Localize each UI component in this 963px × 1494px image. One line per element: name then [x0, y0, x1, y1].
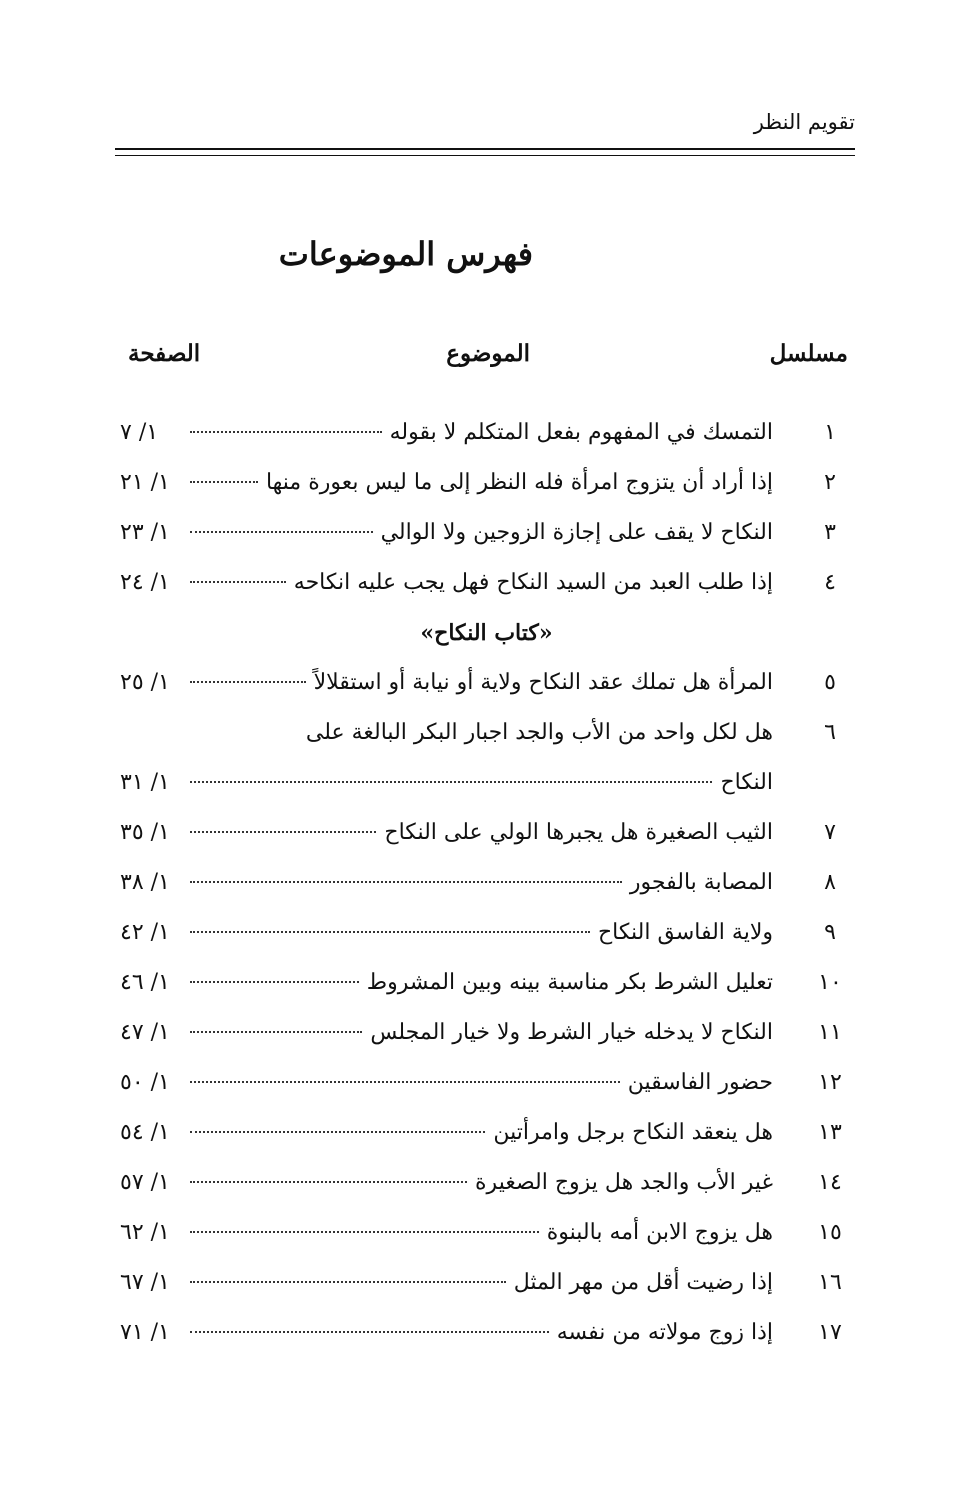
entry-page: ١/ ٦٢ [120, 1220, 170, 1245]
entry-page: ١/ ٢٣ [120, 520, 170, 545]
section-heading: «كتاب النكاح» [420, 620, 553, 646]
entry-page: ١/ ٣٥ [120, 820, 170, 845]
toc-entry [120, 1308, 845, 1358]
leader-dots [190, 581, 286, 583]
toc-entry [120, 1008, 845, 1058]
toc-entry [120, 458, 845, 508]
leader-dots [190, 931, 590, 933]
toc-entry [120, 1208, 845, 1258]
entry-number: ١٠ [818, 970, 842, 995]
entry-title: حضور الفاسقين [627, 1070, 773, 1095]
entry-number: ١١ [818, 1020, 842, 1045]
entry-title: النكاح لا يدخله خيار الشرط ولا خيار المجلس [370, 1020, 773, 1045]
entry-number: ١٥ [818, 1220, 842, 1245]
entry-number: ٤ [824, 570, 836, 595]
entry-title: المرأة هل تملك عقد النكاح ولاية أو نيابة أو استقلالاً [313, 670, 773, 695]
entry-page: ١/ ٢٥ [120, 670, 170, 695]
toc-entry-continuation [120, 758, 845, 808]
toc-entry [120, 408, 845, 458]
column-header-page: الصفحة [128, 340, 201, 367]
entry-title: التمسك في المفهوم بفعل المتكلم لا بقوله [389, 420, 773, 445]
toc-entry [120, 558, 845, 608]
toc-entry [120, 858, 845, 908]
entry-page: ١/ ٤٢ [120, 920, 170, 945]
toc-entry [120, 808, 845, 858]
entry-page: ١/ ٦٧ [120, 1270, 170, 1295]
table-of-contents [120, 408, 845, 1358]
entry-title: هل ينعقد النكاح برجل وامرأتين [493, 1120, 773, 1145]
leader-dots [190, 531, 373, 533]
toc-entry [120, 1108, 845, 1158]
leader-dots [190, 1081, 620, 1083]
leader-dots [190, 1131, 485, 1133]
entry-number: ١٦ [818, 1270, 842, 1295]
leader-dots [190, 681, 306, 683]
toc-entry [120, 1158, 845, 1208]
toc-entry [120, 658, 845, 708]
leader-dots [190, 431, 382, 433]
leader-dots [190, 1181, 467, 1183]
leader-dots [190, 1281, 506, 1283]
running-header: تقويم النظر [753, 110, 855, 134]
leader-dots [190, 1331, 549, 1333]
column-header-serial: مسلسل [769, 340, 848, 367]
entry-title: إذا رضيت أقل من مهر المثل [513, 1270, 773, 1295]
toc-entry [120, 958, 845, 1008]
entry-number: ٢ [824, 470, 836, 495]
entry-page: ١/ ٧ [120, 420, 159, 445]
leader-dots [190, 1031, 362, 1033]
entry-number: ١٣ [818, 1120, 842, 1145]
page-title: فهرس الموضوعات [278, 235, 533, 273]
entry-page: ١/ ٣٨ [120, 870, 170, 895]
entry-number: ٩ [824, 920, 836, 945]
entry-number: ٨ [824, 870, 836, 895]
entry-title: المصابة بالفجور [629, 870, 773, 895]
entry-number: ٥ [824, 670, 836, 695]
entry-title: هل يزوج الابن أمه بالبنوة [546, 1220, 773, 1245]
entry-number: ١٤ [818, 1170, 842, 1195]
entry-title: هل لكل واحد من الأب والجد اجبار البكر البالغة على [305, 720, 773, 745]
entry-title: إذا أراد أن يتزوج امرأة فله النظر إلى ما ليس بعورة منها [265, 470, 773, 495]
entry-title: إذا طلب العبد من السيد النكاح فهل يجب عليه انكاحه [293, 570, 773, 595]
entry-page: ١/ ٤٧ [120, 1020, 170, 1045]
entry-title: إذا زوج مولاته من نفسه [556, 1320, 773, 1345]
leader-dots [190, 981, 359, 983]
entry-page: ١/ ٧١ [120, 1320, 170, 1345]
toc-entry [120, 508, 845, 558]
entry-number: ١٧ [818, 1320, 842, 1345]
entry-number: ١ [824, 420, 836, 445]
toc-entry [120, 1058, 845, 1108]
entry-page: ١/ ٥٧ [120, 1170, 170, 1195]
leader-dots [190, 1231, 539, 1233]
entry-page: ١/ ٤٦ [120, 970, 170, 995]
leader-dots [190, 881, 622, 883]
entry-title: النكاح لا يقف على إجازة الزوجين ولا الوالي [380, 520, 773, 545]
entry-page: ١/ ٢١ [120, 470, 170, 495]
entry-title-continuation: النكاح [720, 770, 773, 795]
header-rule-thick [115, 148, 855, 150]
entry-page: ١/ ٥٤ [120, 1120, 170, 1145]
section-heading-row [120, 608, 845, 658]
toc-entry [120, 708, 845, 758]
column-header-topic: الموضوع [446, 340, 530, 367]
entry-number: ١٢ [818, 1070, 842, 1095]
leader-dots [190, 481, 258, 483]
toc-entry [120, 1258, 845, 1308]
entry-title: الثيب الصغيرة هل يجبرها الولي على النكاح [384, 820, 773, 845]
leader-dots [190, 831, 376, 833]
entry-title: ولاية الفاسق النكاح [597, 920, 773, 945]
entry-title: تعليل الشرط بكر مناسبة بينه وبين المشروط [366, 970, 773, 995]
entry-number: ٣ [824, 520, 836, 545]
entry-page: ١/ ٣١ [120, 770, 170, 795]
entry-page: ١/ ٢٤ [120, 570, 170, 595]
header-rule-thin [115, 155, 855, 156]
entry-number: ٦ [824, 720, 836, 745]
leader-dots [190, 781, 712, 783]
entry-number: ٧ [824, 820, 836, 845]
toc-entry [120, 908, 845, 958]
entry-title: غير الأب والجد هل يزوج الصغيرة [475, 1170, 773, 1195]
entry-page: ١/ ٥٠ [120, 1070, 170, 1095]
